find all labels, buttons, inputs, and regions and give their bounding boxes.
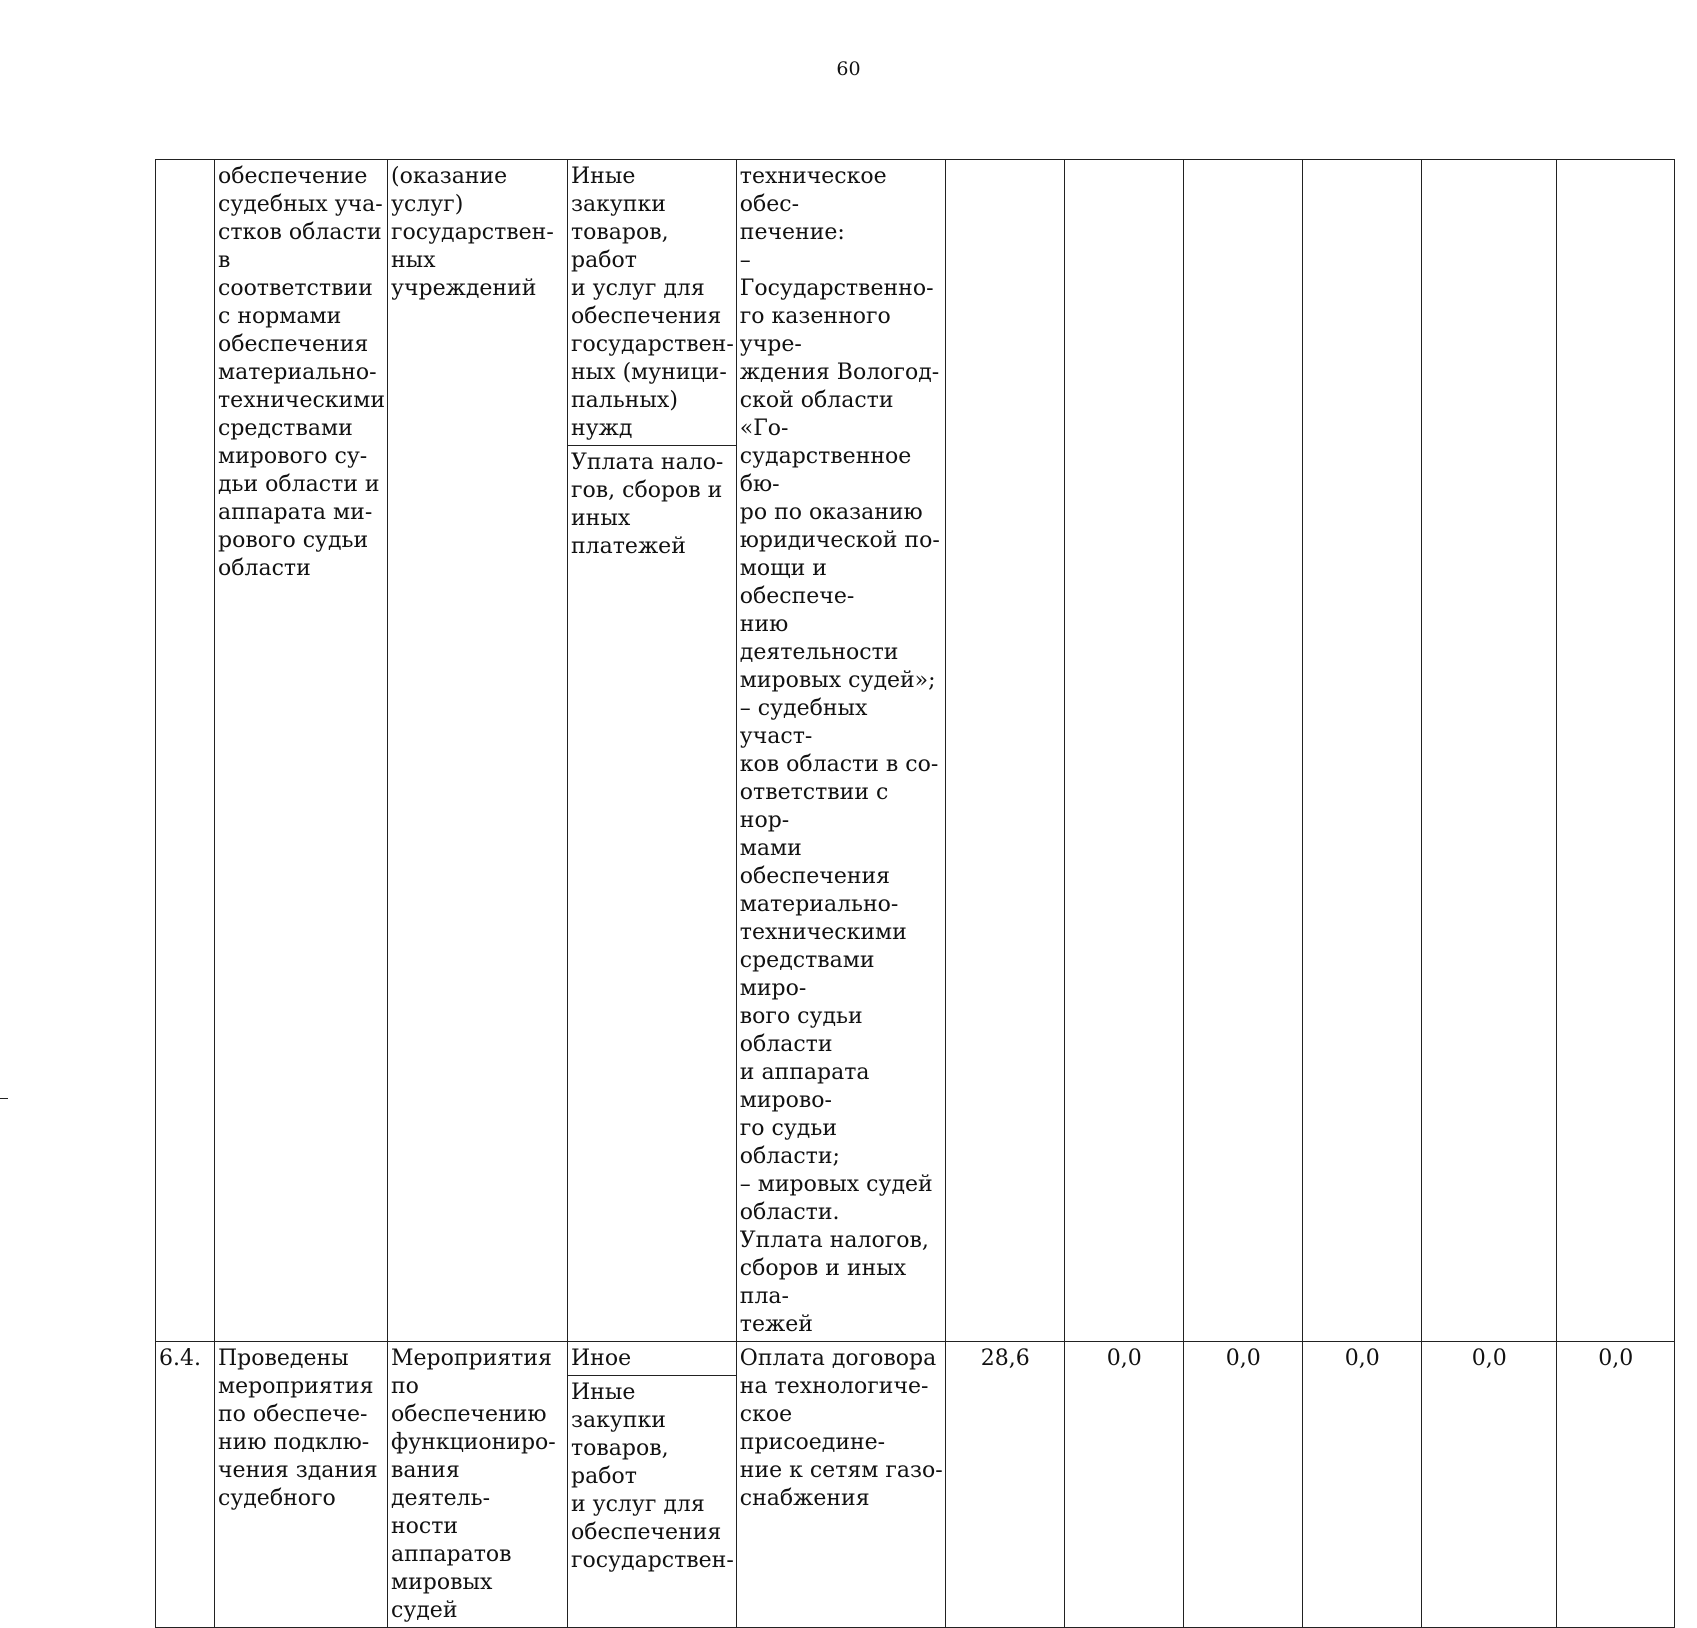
program-table <box>155 159 1675 1628</box>
row-index-cell: 6.4. <box>156 1342 215 1628</box>
value-cell: 0,0 <box>1183 1342 1302 1628</box>
value-cell: 0,0 <box>1556 1342 1674 1628</box>
value-cell <box>1183 160 1302 1342</box>
value-cell: 0,0 <box>1302 1342 1421 1628</box>
result-cell: Проведены мероприятия по обеспече- нию подклю- чения здания судебного <box>215 1342 388 1628</box>
value-cell: 0,0 <box>1421 1342 1556 1628</box>
activity-cell: Мероприятия по обеспечению функциониро- вания деятель- ности аппаратов мировых судей <box>388 1342 568 1628</box>
expense-type-item: Уплата нало- гов, сборов и иных платежей <box>568 445 736 563</box>
activity-cell: (оказание услуг) государствен- ных учреждений <box>388 160 568 1342</box>
direction-cell: техническое обес- печение: – Государственно- го казенного учре- ждения Вологод- ской области «Го- сударственное бю- ро по оказанию юридической по- мощи и обеспече- нию деятельности мировых судей»; – судебных участ- ков области в со- ответствии с нор- мами обеспечения материально- техническими средствами миро- вого судьи области и аппарата мирово- го судьи области; – мировых судей области. Уплата налогов, сборов и иных пла- тежей <box>736 160 945 1342</box>
expense-type-cell <box>568 160 737 1342</box>
value-cell: 28,6 <box>945 1342 1064 1628</box>
table-row <box>156 1342 1675 1628</box>
value-cell <box>945 160 1064 1342</box>
expense-type-cell <box>568 1342 737 1628</box>
value-cell <box>1302 160 1421 1342</box>
row-index-cell <box>156 160 215 1342</box>
table-row <box>156 160 1675 1342</box>
value-cell <box>1064 160 1183 1342</box>
expense-type-item: Иные закупки товаров, работ и услуг для обеспечения государствен- ных (муници- пальных) нужд <box>571 164 734 441</box>
expense-type-item: Иные закупки товаров, работ и услуг для обеспечения государствен- <box>568 1375 736 1577</box>
direction-cell: Оплата договора на технологиче- ское присоедине- ние к сетям газо- снабжения <box>736 1342 945 1628</box>
value-cell <box>1556 160 1674 1342</box>
value-cell: 0,0 <box>1064 1342 1183 1628</box>
expense-type-item: Иное <box>571 1346 632 1371</box>
margin-mark <box>0 1098 8 1099</box>
page-number: 60 <box>836 58 861 80</box>
result-cell: обеспечение судебных уча- стков области в соответствии с нормами обеспечения материально- техническими средствами мирового су- дьи области и аппарата ми- рового судьи области <box>215 160 388 1342</box>
value-cell <box>1421 160 1556 1342</box>
